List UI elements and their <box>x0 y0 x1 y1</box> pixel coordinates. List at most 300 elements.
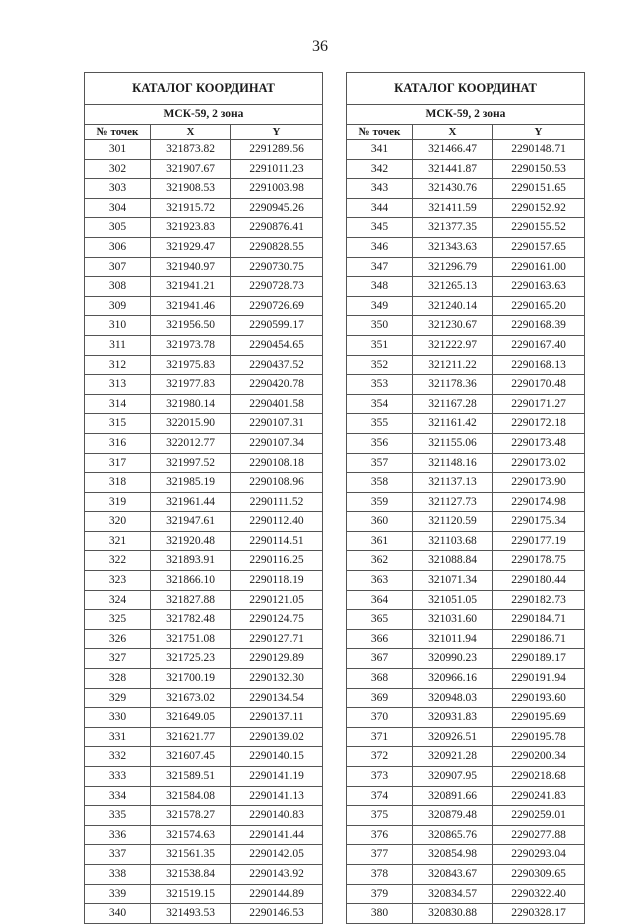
table-row <box>85 610 323 630</box>
y-coordinate-cell: 2290193.60 <box>493 688 585 708</box>
table-row <box>85 277 323 297</box>
y-coordinate-cell: 2290171.27 <box>493 394 585 414</box>
table-row <box>347 237 585 257</box>
table-row <box>347 610 585 630</box>
table-row <box>85 492 323 512</box>
table-row <box>85 237 323 257</box>
y-coordinate-cell: 2290127.71 <box>231 629 323 649</box>
table-row <box>85 688 323 708</box>
point-number-cell: 321 <box>85 531 151 551</box>
point-number-cell: 366 <box>347 629 413 649</box>
coordinate-catalog-table-left <box>84 72 323 924</box>
point-number-cell: 349 <box>347 296 413 316</box>
table-row <box>85 531 323 551</box>
x-coordinate-cell: 321866.10 <box>151 571 231 591</box>
y-coordinate-cell: 2290114.51 <box>231 531 323 551</box>
table-row <box>347 492 585 512</box>
column-header-point-number: № точек <box>85 125 151 140</box>
y-coordinate-cell: 2290144.89 <box>231 884 323 904</box>
y-coordinate-cell: 2290151.65 <box>493 179 585 199</box>
x-coordinate-cell: 321178.36 <box>413 375 493 395</box>
y-coordinate-cell: 2291003.98 <box>231 179 323 199</box>
x-coordinate-cell: 321051.05 <box>413 590 493 610</box>
x-coordinate-cell: 321980.14 <box>151 394 231 414</box>
y-coordinate-cell: 2290108.18 <box>231 453 323 473</box>
point-number-cell: 332 <box>85 747 151 767</box>
table-row <box>85 140 323 160</box>
y-coordinate-cell: 2290141.19 <box>231 767 323 787</box>
x-coordinate-cell: 321893.91 <box>151 551 231 571</box>
coordinate-system-zone: МСК-59, 2 зона <box>347 105 585 125</box>
y-coordinate-cell: 2290259.01 <box>493 806 585 826</box>
y-coordinate-cell: 2290178.75 <box>493 551 585 571</box>
column-header-x: X <box>151 125 231 140</box>
point-number-cell: 373 <box>347 767 413 787</box>
x-coordinate-cell: 321827.88 <box>151 590 231 610</box>
y-coordinate-cell: 2290140.15 <box>231 747 323 767</box>
y-coordinate-cell: 2290134.54 <box>231 688 323 708</box>
x-coordinate-cell: 321578.27 <box>151 806 231 826</box>
x-coordinate-cell: 321265.13 <box>413 277 493 297</box>
table-row <box>85 316 323 336</box>
x-coordinate-cell: 321941.46 <box>151 296 231 316</box>
x-coordinate-cell: 321940.97 <box>151 257 231 277</box>
point-number-cell: 313 <box>85 375 151 395</box>
x-coordinate-cell: 321997.52 <box>151 453 231 473</box>
point-number-cell: 341 <box>347 140 413 160</box>
table-row <box>347 473 585 493</box>
y-coordinate-cell: 2290195.69 <box>493 708 585 728</box>
y-coordinate-cell: 2290195.78 <box>493 727 585 747</box>
y-coordinate-cell: 2290730.75 <box>231 257 323 277</box>
table-row <box>85 473 323 493</box>
y-coordinate-cell: 2290241.83 <box>493 786 585 806</box>
x-coordinate-cell: 320891.66 <box>413 786 493 806</box>
y-coordinate-cell: 2290161.00 <box>493 257 585 277</box>
table-row <box>347 433 585 453</box>
point-number-cell: 380 <box>347 904 413 924</box>
x-coordinate-cell: 320865.76 <box>413 825 493 845</box>
y-coordinate-cell: 2290108.96 <box>231 473 323 493</box>
x-coordinate-cell: 321915.72 <box>151 198 231 218</box>
point-number-cell: 322 <box>85 551 151 571</box>
point-number-cell: 319 <box>85 492 151 512</box>
y-coordinate-cell: 2290277.88 <box>493 825 585 845</box>
y-coordinate-cell: 2290124.75 <box>231 610 323 630</box>
point-number-cell: 310 <box>85 316 151 336</box>
y-coordinate-cell: 2290168.13 <box>493 355 585 375</box>
table-row <box>85 884 323 904</box>
y-coordinate-cell: 2290168.39 <box>493 316 585 336</box>
y-coordinate-cell: 2290157.65 <box>493 237 585 257</box>
x-coordinate-cell: 321137.13 <box>413 473 493 493</box>
x-coordinate-cell: 321985.19 <box>151 473 231 493</box>
x-coordinate-cell: 321240.14 <box>413 296 493 316</box>
table-row <box>85 414 323 434</box>
x-coordinate-cell: 321574.63 <box>151 825 231 845</box>
y-coordinate-cell: 2290328.17 <box>493 904 585 924</box>
table-row <box>347 904 585 924</box>
x-coordinate-cell: 320843.67 <box>413 864 493 884</box>
point-number-cell: 325 <box>85 610 151 630</box>
y-coordinate-cell: 2290218.68 <box>493 767 585 787</box>
y-coordinate-cell: 2290172.18 <box>493 414 585 434</box>
y-coordinate-cell: 2290189.17 <box>493 649 585 669</box>
point-number-cell: 331 <box>85 727 151 747</box>
table-row <box>347 335 585 355</box>
x-coordinate-cell: 321873.82 <box>151 140 231 160</box>
table-row <box>85 571 323 591</box>
table-body <box>85 140 323 924</box>
x-coordinate-cell: 321673.02 <box>151 688 231 708</box>
point-number-cell: 347 <box>347 257 413 277</box>
column-header-point-number: № точек <box>347 125 413 140</box>
table-row <box>347 355 585 375</box>
y-coordinate-cell: 2290945.26 <box>231 198 323 218</box>
table-row <box>85 198 323 218</box>
y-coordinate-cell: 2290167.40 <box>493 335 585 355</box>
table-row <box>347 571 585 591</box>
point-number-cell: 327 <box>85 649 151 669</box>
table-row <box>85 806 323 826</box>
table-row <box>347 590 585 610</box>
y-coordinate-cell: 2290152.92 <box>493 198 585 218</box>
point-number-cell: 314 <box>85 394 151 414</box>
table-row <box>85 727 323 747</box>
x-coordinate-cell: 320966.16 <box>413 669 493 689</box>
point-number-cell: 370 <box>347 708 413 728</box>
table-row <box>85 825 323 845</box>
column-header-y: Y <box>493 125 585 140</box>
y-coordinate-cell: 2290454.65 <box>231 335 323 355</box>
y-coordinate-cell: 2290293.04 <box>493 845 585 865</box>
point-number-cell: 337 <box>85 845 151 865</box>
y-coordinate-cell: 2290146.53 <box>231 904 323 924</box>
point-number-cell: 377 <box>347 845 413 865</box>
x-coordinate-cell: 321031.60 <box>413 610 493 630</box>
x-coordinate-cell: 321973.78 <box>151 335 231 355</box>
table-row <box>347 669 585 689</box>
point-number-cell: 307 <box>85 257 151 277</box>
x-coordinate-cell: 320830.88 <box>413 904 493 924</box>
y-coordinate-cell: 2290177.19 <box>493 531 585 551</box>
y-coordinate-cell: 2290107.34 <box>231 433 323 453</box>
y-coordinate-cell: 2290142.05 <box>231 845 323 865</box>
table-row <box>347 375 585 395</box>
y-coordinate-cell: 2290184.71 <box>493 610 585 630</box>
x-coordinate-cell: 321167.28 <box>413 394 493 414</box>
coordinate-system-zone: МСК-59, 2 зона <box>85 105 323 125</box>
point-number-cell: 357 <box>347 453 413 473</box>
table-row <box>85 786 323 806</box>
point-number-cell: 372 <box>347 747 413 767</box>
point-number-cell: 303 <box>85 179 151 199</box>
x-coordinate-cell: 321343.63 <box>413 237 493 257</box>
table-row <box>85 179 323 199</box>
table-row <box>85 845 323 865</box>
point-number-cell: 334 <box>85 786 151 806</box>
coordinate-catalog-table-right <box>346 72 585 924</box>
point-number-cell: 320 <box>85 512 151 532</box>
table-row <box>347 845 585 865</box>
point-number-cell: 375 <box>347 806 413 826</box>
table-row <box>347 316 585 336</box>
point-number-cell: 371 <box>347 727 413 747</box>
point-number-cell: 340 <box>85 904 151 924</box>
point-number-cell: 374 <box>347 786 413 806</box>
table-row <box>347 531 585 551</box>
table-row <box>347 864 585 884</box>
table-row <box>347 257 585 277</box>
point-number-cell: 339 <box>85 884 151 904</box>
x-coordinate-cell: 321230.67 <box>413 316 493 336</box>
point-number-cell: 358 <box>347 473 413 493</box>
x-coordinate-cell: 321649.05 <box>151 708 231 728</box>
table-row <box>85 708 323 728</box>
point-number-cell: 356 <box>347 433 413 453</box>
point-number-cell: 363 <box>347 571 413 591</box>
point-number-cell: 304 <box>85 198 151 218</box>
point-number-cell: 329 <box>85 688 151 708</box>
x-coordinate-cell: 320834.57 <box>413 884 493 904</box>
point-number-cell: 351 <box>347 335 413 355</box>
x-coordinate-cell: 321161.42 <box>413 414 493 434</box>
x-coordinate-cell: 321782.48 <box>151 610 231 630</box>
point-number-cell: 362 <box>347 551 413 571</box>
x-coordinate-cell: 321411.59 <box>413 198 493 218</box>
x-coordinate-cell: 321377.35 <box>413 218 493 238</box>
point-number-cell: 326 <box>85 629 151 649</box>
y-coordinate-cell: 2290186.71 <box>493 629 585 649</box>
y-coordinate-cell: 2290132.30 <box>231 669 323 689</box>
table-row <box>347 512 585 532</box>
y-coordinate-cell: 2290139.02 <box>231 727 323 747</box>
table-row <box>347 198 585 218</box>
page-number: 36 <box>312 38 328 55</box>
point-number-cell: 335 <box>85 806 151 826</box>
table-row <box>85 218 323 238</box>
x-coordinate-cell: 321589.51 <box>151 767 231 787</box>
y-coordinate-cell: 2290140.83 <box>231 806 323 826</box>
point-number-cell: 315 <box>85 414 151 434</box>
table-row <box>85 904 323 924</box>
y-coordinate-cell: 2290112.40 <box>231 512 323 532</box>
table-row <box>85 433 323 453</box>
point-number-cell: 361 <box>347 531 413 551</box>
point-number-cell: 354 <box>347 394 413 414</box>
y-coordinate-cell: 2290182.73 <box>493 590 585 610</box>
table-row <box>347 806 585 826</box>
table-row <box>85 355 323 375</box>
point-number-cell: 350 <box>347 316 413 336</box>
table-row <box>85 590 323 610</box>
point-number-cell: 345 <box>347 218 413 238</box>
y-coordinate-cell: 2290599.17 <box>231 316 323 336</box>
table-row <box>347 394 585 414</box>
table-row <box>347 414 585 434</box>
table-row <box>347 453 585 473</box>
y-coordinate-cell: 2290155.52 <box>493 218 585 238</box>
table-row <box>85 629 323 649</box>
point-number-cell: 301 <box>85 140 151 160</box>
point-number-cell: 323 <box>85 571 151 591</box>
x-coordinate-cell: 321148.16 <box>413 453 493 473</box>
x-coordinate-cell: 321908.53 <box>151 179 231 199</box>
point-number-cell: 348 <box>347 277 413 297</box>
table-row <box>85 649 323 669</box>
point-number-cell: 352 <box>347 355 413 375</box>
point-number-cell: 378 <box>347 864 413 884</box>
table-body <box>347 140 585 924</box>
y-coordinate-cell: 2290173.02 <box>493 453 585 473</box>
y-coordinate-cell: 2290137.11 <box>231 708 323 728</box>
y-coordinate-cell: 2290401.58 <box>231 394 323 414</box>
point-number-cell: 330 <box>85 708 151 728</box>
x-coordinate-cell: 320931.83 <box>413 708 493 728</box>
x-coordinate-cell: 320948.03 <box>413 688 493 708</box>
table-row <box>85 767 323 787</box>
point-number-cell: 328 <box>85 669 151 689</box>
point-number-cell: 365 <box>347 610 413 630</box>
y-coordinate-cell: 2290174.98 <box>493 492 585 512</box>
point-number-cell: 369 <box>347 688 413 708</box>
x-coordinate-cell: 320907.95 <box>413 767 493 787</box>
point-number-cell: 302 <box>85 159 151 179</box>
x-coordinate-cell: 321584.08 <box>151 786 231 806</box>
x-coordinate-cell: 320926.51 <box>413 727 493 747</box>
y-coordinate-cell: 2290200.34 <box>493 747 585 767</box>
point-number-cell: 346 <box>347 237 413 257</box>
y-coordinate-cell: 2290728.73 <box>231 277 323 297</box>
table-row <box>347 786 585 806</box>
table-row <box>347 825 585 845</box>
point-number-cell: 306 <box>85 237 151 257</box>
point-number-cell: 353 <box>347 375 413 395</box>
table-row <box>85 512 323 532</box>
point-number-cell: 333 <box>85 767 151 787</box>
table-row <box>85 394 323 414</box>
point-number-cell: 344 <box>347 198 413 218</box>
point-number-cell: 355 <box>347 414 413 434</box>
x-coordinate-cell: 320879.48 <box>413 806 493 826</box>
y-coordinate-cell: 2290129.89 <box>231 649 323 669</box>
x-coordinate-cell: 321296.79 <box>413 257 493 277</box>
x-coordinate-cell: 320854.98 <box>413 845 493 865</box>
x-coordinate-cell: 321751.08 <box>151 629 231 649</box>
x-coordinate-cell: 321929.47 <box>151 237 231 257</box>
x-coordinate-cell: 321538.84 <box>151 864 231 884</box>
y-coordinate-cell: 2290173.90 <box>493 473 585 493</box>
y-coordinate-cell: 2290173.48 <box>493 433 585 453</box>
y-coordinate-cell: 2290726.69 <box>231 296 323 316</box>
point-number-cell: 305 <box>85 218 151 238</box>
x-coordinate-cell: 321947.61 <box>151 512 231 532</box>
table-row <box>347 629 585 649</box>
x-coordinate-cell: 321621.77 <box>151 727 231 747</box>
point-number-cell: 342 <box>347 159 413 179</box>
table-row <box>85 864 323 884</box>
y-coordinate-cell: 2290322.40 <box>493 884 585 904</box>
table-row <box>85 296 323 316</box>
x-coordinate-cell: 321493.53 <box>151 904 231 924</box>
table-row <box>347 296 585 316</box>
point-number-cell: 317 <box>85 453 151 473</box>
y-coordinate-cell: 2290876.41 <box>231 218 323 238</box>
table-row <box>85 453 323 473</box>
x-coordinate-cell: 321120.59 <box>413 512 493 532</box>
x-coordinate-cell: 321222.97 <box>413 335 493 355</box>
x-coordinate-cell: 321466.47 <box>413 140 493 160</box>
y-coordinate-cell: 2290170.48 <box>493 375 585 395</box>
y-coordinate-cell: 2290141.44 <box>231 825 323 845</box>
table-row <box>85 159 323 179</box>
y-coordinate-cell: 2290118.19 <box>231 571 323 591</box>
x-coordinate-cell: 322015.90 <box>151 414 231 434</box>
point-number-cell: 308 <box>85 277 151 297</box>
table-row <box>85 669 323 689</box>
x-coordinate-cell: 321725.23 <box>151 649 231 669</box>
column-header-x: X <box>413 125 493 140</box>
table-row <box>85 551 323 571</box>
table-row <box>347 649 585 669</box>
point-number-cell: 359 <box>347 492 413 512</box>
column-header-y: Y <box>231 125 323 140</box>
table-row <box>347 277 585 297</box>
x-coordinate-cell: 321920.48 <box>151 531 231 551</box>
point-number-cell: 343 <box>347 179 413 199</box>
point-number-cell: 312 <box>85 355 151 375</box>
y-coordinate-cell: 2290309.65 <box>493 864 585 884</box>
point-number-cell: 360 <box>347 512 413 532</box>
table-row <box>347 767 585 787</box>
table-row <box>85 747 323 767</box>
x-coordinate-cell: 321211.22 <box>413 355 493 375</box>
x-coordinate-cell: 320921.28 <box>413 747 493 767</box>
point-number-cell: 309 <box>85 296 151 316</box>
table-title: КАТАЛОГ КООРДИНАТ <box>347 73 585 105</box>
table-title: КАТАЛОГ КООРДИНАТ <box>85 73 323 105</box>
x-coordinate-cell: 321441.87 <box>413 159 493 179</box>
y-coordinate-cell: 2290143.92 <box>231 864 323 884</box>
x-coordinate-cell: 321088.84 <box>413 551 493 571</box>
point-number-cell: 324 <box>85 590 151 610</box>
table-row <box>85 375 323 395</box>
y-coordinate-cell: 2290107.31 <box>231 414 323 434</box>
y-coordinate-cell: 2290180.44 <box>493 571 585 591</box>
x-coordinate-cell: 321907.67 <box>151 159 231 179</box>
table-row <box>347 179 585 199</box>
x-coordinate-cell: 321155.06 <box>413 433 493 453</box>
table-row <box>347 884 585 904</box>
x-coordinate-cell: 321071.34 <box>413 571 493 591</box>
point-number-cell: 364 <box>347 590 413 610</box>
point-number-cell: 318 <box>85 473 151 493</box>
y-coordinate-cell: 2290191.94 <box>493 669 585 689</box>
point-number-cell: 338 <box>85 864 151 884</box>
y-coordinate-cell: 2290111.52 <box>231 492 323 512</box>
point-number-cell: 367 <box>347 649 413 669</box>
x-coordinate-cell: 321519.15 <box>151 884 231 904</box>
x-coordinate-cell: 321923.83 <box>151 218 231 238</box>
y-coordinate-cell: 2290420.78 <box>231 375 323 395</box>
y-coordinate-cell: 2290148.71 <box>493 140 585 160</box>
table-row <box>347 688 585 708</box>
y-coordinate-cell: 2290828.55 <box>231 237 323 257</box>
x-coordinate-cell: 321961.44 <box>151 492 231 512</box>
point-number-cell: 376 <box>347 825 413 845</box>
table-row <box>347 708 585 728</box>
x-coordinate-cell: 320990.23 <box>413 649 493 669</box>
